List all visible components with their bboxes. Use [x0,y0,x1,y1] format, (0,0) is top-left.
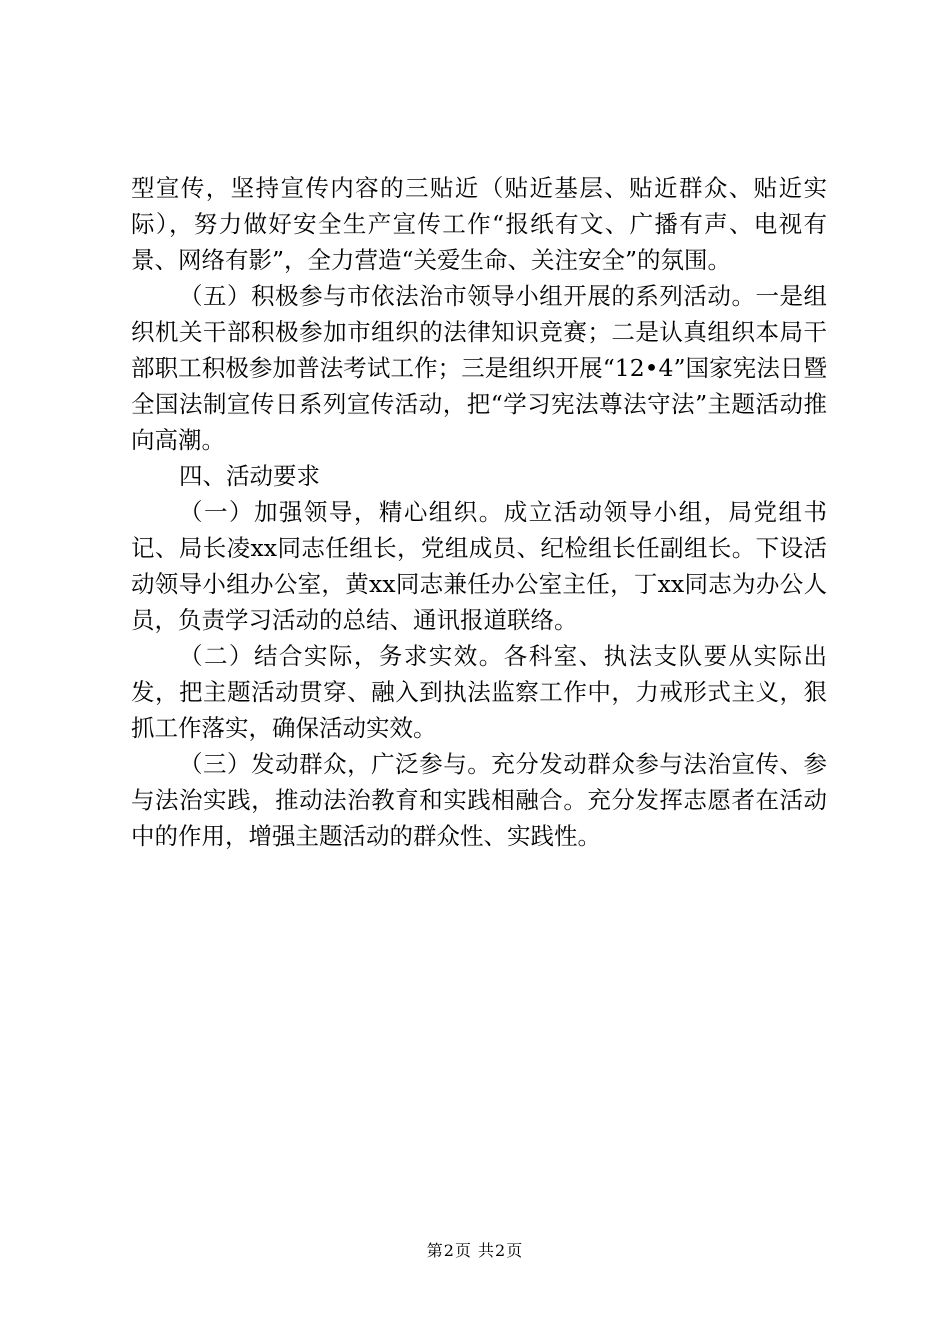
paragraph-requirement-2: （二）结合实际，务求实效。各科室、执法支队要从实际出发，把主题活动贯穿、融入到执法监察工作中，力戒形式主义，狠抓工作落实，确保活动实效。 [131,642,827,742]
document-body [131,170,827,854]
paragraph-requirement-3: （三）发动群众，广泛参与。充分发动群众参与法治宣传、参与法治实践，推动法治教育和实践相融合。充分发挥志愿者在活动中的作用，增强主题活动的群众性、实践性。 [131,750,827,850]
section-heading-activity-requirements: 四、活动要求 [179,462,320,490]
paragraph-item-5: （五）积极参与市依法治市领导小组开展的系列活动。一是组织机关干部积极参加市组织的法律知识竞赛；二是认真组织本局干部职工积极参加普法考试工作；三是组织开展“12•4”国家宪法日暨全国法制宣传日系列宣传活动，把“学习宪法尊法守法”主题活动推向高潮。 [131,282,827,454]
paragraph-continuation: 型宣传，坚持宣传内容的三贴近（贴近基层、贴近群众、贴近实际），努力做好安全生产宣传工作“报纸有文、广播有声、电视有景、网络有影”，全力营造“关爱生命、关注安全”的氛围。 [131,174,827,274]
paragraph-requirement-1: （一）加强领导，精心组织。成立活动领导小组，局党组书记、局长凌xx同志任组长，党组成员、纪检组长任副组长。下设活动领导小组办公室，黄xx同志兼任办公室主任，丁xx同志为办公人员，负责学习活动的总结、通讯报道联络。 [131,498,827,634]
page-number-footer: 第2页 共2页 [426,1241,524,1260]
